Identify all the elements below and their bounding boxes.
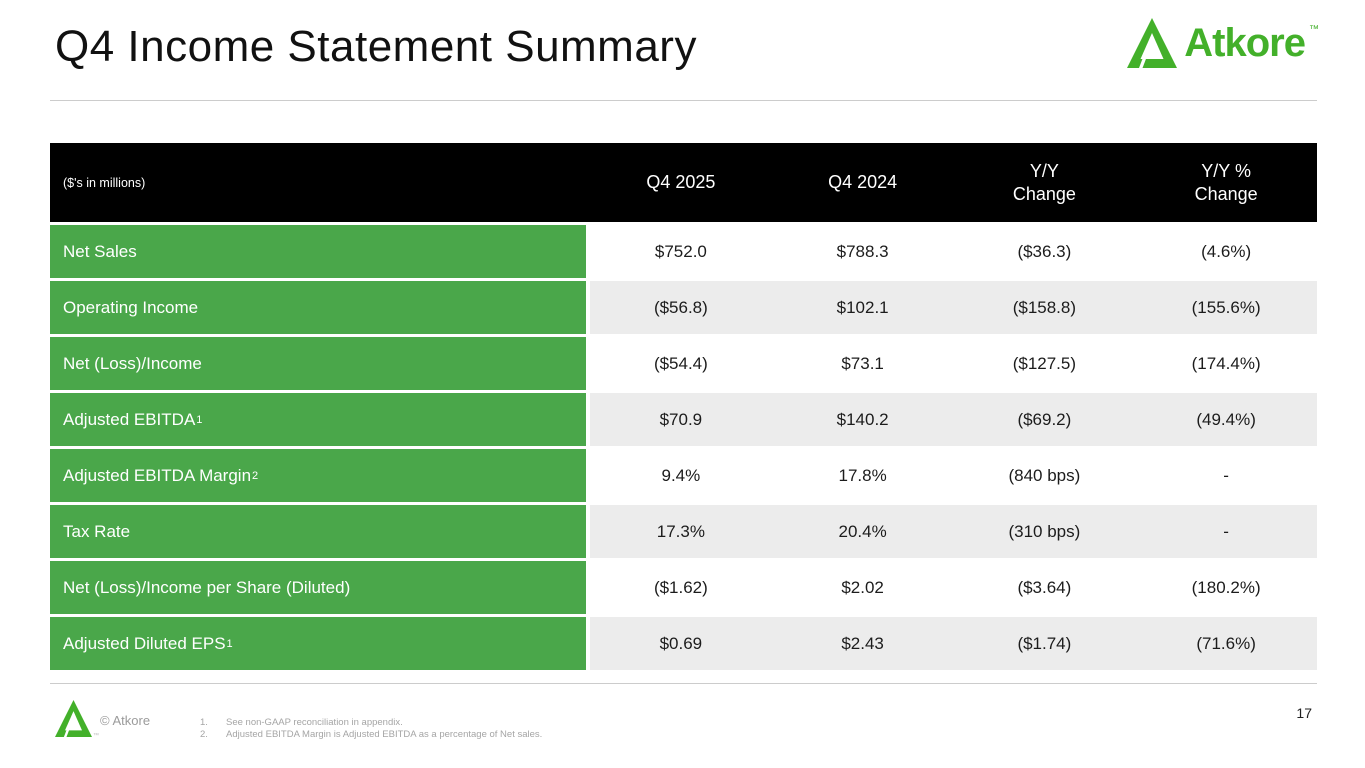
row-label: Net (Loss)/Income: [50, 337, 586, 390]
column-header-q4-2024: Q4 2024: [828, 172, 898, 192]
value-cell: $102.1: [836, 297, 889, 317]
value-cell: $752.0: [654, 241, 707, 261]
table-row: [50, 505, 1317, 558]
table-row: [50, 393, 1317, 446]
page-number: 17: [1296, 705, 1312, 721]
table-row: [50, 281, 1317, 334]
value-cell: 20.4%: [838, 521, 887, 541]
footer-trademark-symbol: ™: [93, 733, 99, 739]
footer-atkore-triangle-icon: [55, 699, 92, 738]
table-header-row: [50, 143, 1317, 222]
value-cell: ($54.4): [653, 353, 708, 373]
units-label: ($'s in millions): [63, 175, 146, 190]
value-cell: (155.6%): [1191, 297, 1261, 317]
value-cell: (310 bps): [1008, 521, 1081, 541]
column-header-yy-change: Y/Y Change: [1012, 160, 1076, 204]
value-cell: $0.69: [659, 633, 703, 653]
brand-wordmark: Atkore: [1184, 20, 1305, 65]
column-header-q4-2025: Q4 2025: [646, 172, 716, 192]
value-cell: (71.6%): [1196, 633, 1256, 653]
value-cell: $73.1: [841, 353, 884, 373]
row-label: Adjusted EBITDA Margin 2: [50, 449, 586, 502]
value-cell: ($1.62): [653, 577, 708, 597]
value-cell: ($56.8): [653, 297, 708, 317]
value-cell: ($127.5): [1012, 353, 1077, 373]
value-cell: 17.3%: [656, 521, 705, 541]
value-cell: $140.2: [836, 409, 889, 429]
value-cell: ($36.3): [1017, 241, 1072, 261]
footnotes: [200, 717, 542, 740]
table-row: [50, 617, 1317, 670]
value-cell: (180.2%): [1191, 577, 1261, 597]
column-header-yy-pct-change: Y/Y % Change: [1194, 160, 1258, 204]
brand-logo: [1126, 18, 1319, 68]
page-title: Q4 Income Statement Summary: [55, 22, 697, 71]
value-cell: 17.8%: [838, 465, 887, 485]
row-label: Operating Income: [50, 281, 586, 334]
row-label: Net Sales: [50, 225, 586, 278]
top-divider: [50, 100, 1317, 101]
row-label: Adjusted EBITDA 1: [50, 393, 586, 446]
income-statement-table: [50, 143, 1317, 670]
value-cell: -: [1223, 465, 1229, 485]
value-cell: -: [1223, 521, 1229, 541]
column-headers: [590, 143, 1317, 222]
value-cell: (174.4%): [1191, 353, 1261, 373]
value-cell: ($1.74): [1017, 633, 1072, 653]
value-cell: (4.6%): [1201, 241, 1252, 261]
table-row: [50, 225, 1317, 278]
table-row: [50, 561, 1317, 614]
value-cell: $2.43: [841, 633, 884, 653]
footnote-2: 2. Adjusted EBITDA Margin is Adjusted EBITDA as a percentage of Net sales.: [200, 728, 543, 740]
value-cell: 9.4%: [661, 465, 701, 485]
value-cell: $70.9: [659, 409, 703, 429]
value-cell: (840 bps): [1008, 465, 1081, 485]
atkore-triangle-icon: [1126, 18, 1178, 68]
value-cell: ($3.64): [1017, 577, 1072, 597]
table-row: [50, 337, 1317, 390]
row-label: Tax Rate: [50, 505, 586, 558]
copyright-text: © Atkore: [100, 713, 151, 728]
value-cell: $2.02: [841, 577, 884, 597]
trademark-symbol: ™: [1309, 24, 1319, 35]
table-row: [50, 449, 1317, 502]
value-cell: ($69.2): [1017, 409, 1072, 429]
value-cell: (49.4%): [1196, 409, 1256, 429]
bottom-divider: [50, 683, 1317, 684]
value-cell: $788.3: [836, 241, 889, 261]
footnote-1: 1. See non-GAAP reconciliation in appendix.: [200, 717, 403, 728]
value-cell: ($158.8): [1012, 297, 1077, 317]
row-label: Net (Loss)/Income per Share (Diluted): [50, 561, 586, 614]
row-label: Adjusted Diluted EPS 1: [50, 617, 586, 670]
